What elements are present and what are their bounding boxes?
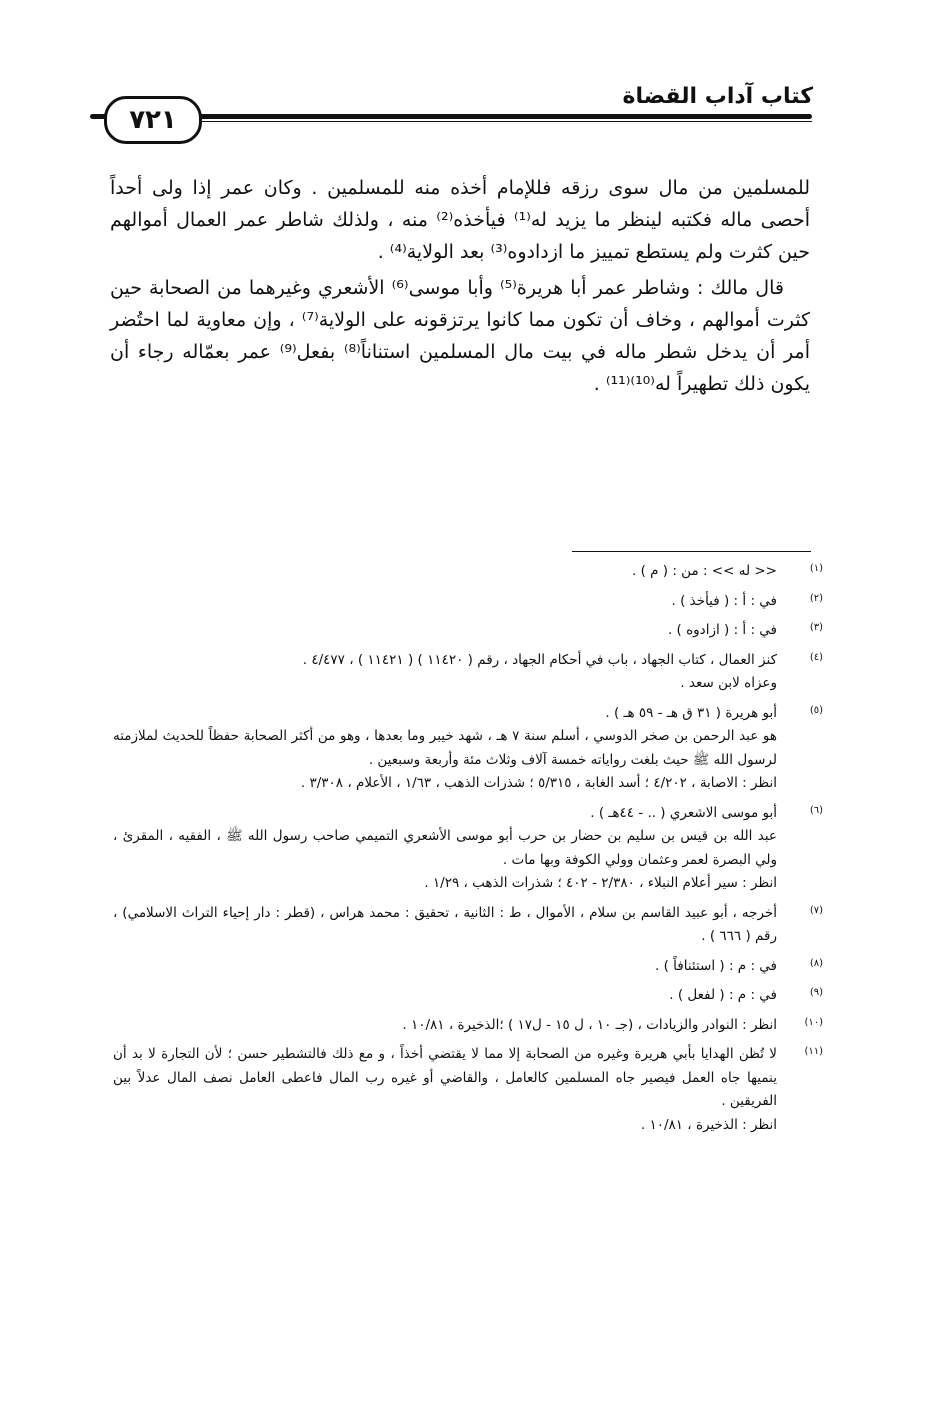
footnote-text: انظر : النوادر والزيادات ، (جـ ١٠ ، ل ١٥ - ل١٧ ) ؛الذخيرة ، ١٠/٨١ .: [402, 1016, 777, 1033]
footnote-number: (٦): [809, 804, 823, 816]
footnote-6: [113, 802, 823, 896]
footnote-number: (٩): [809, 987, 823, 998]
footnote-number: (١١): [804, 1046, 823, 1057]
footnotes: [113, 560, 823, 1143]
footnote-text: في : م : ( استئنافاً ) .: [655, 957, 777, 974]
footnote-separator: [572, 551, 811, 552]
footnote-number: (١): [809, 563, 823, 574]
footnote-4: [113, 649, 823, 696]
footnote-number: (٨): [809, 957, 823, 969]
header-rule-thin: [112, 121, 812, 122]
footnote-text: كنز العمال ، كتاب الجهاد ، باب في أحكام الجهاد ، رقم ( ١١٤٢٠ ) ( ١١٤٢١ ) ، ٤/٤٧٧ .: [302, 651, 777, 668]
footnote-1: [113, 560, 823, 584]
footnote-text: في : م : ( لفعل ) .: [669, 987, 777, 1003]
footnote-number: (٥): [809, 704, 823, 716]
header-rule: [112, 114, 812, 119]
main-text: [110, 172, 810, 400]
footnote-text: انظر : سير أعلام النبلاء ، ٢/٣٨٠ - ٤٠٢ ؛ شذرات الذهب ، ١/٢٩ .: [424, 875, 777, 891]
footnote-number: (٣): [809, 622, 823, 633]
footnote-text: في : أ : ( ازادوه ) .: [667, 622, 777, 638]
footnote-8: [113, 955, 823, 979]
footnote-text: وعزاه لابن سعد .: [680, 675, 777, 691]
footnote-7: [113, 902, 823, 949]
page-number: ٧٢١: [104, 96, 202, 144]
footnote-2: [113, 590, 823, 614]
footnote-9: [113, 984, 823, 1008]
footnote-11: [113, 1043, 823, 1137]
footnote-text: انظر : الاصابة ، ٤/٢٠٢ ؛ أسد الغابة ، ٥/٣١٥ ؛ شذرات الذهب ، ١/٦٣ ، الأعلام ، ٣/٣٠٨ .: [300, 775, 777, 791]
footnote-number: (٧): [809, 904, 823, 916]
body-paragraph-1: للمسلمين من مال سوى رزقه فللإمام أخذه منه للمسلمين . وكان عمر إذا ولى أحداً أحصى ماله فكتبه لينظر ما يزيد له⁽¹⁾ فيأخذه⁽²⁾ منه ، ولذلك شاطر عمر العمال أموالهم حين كثرت ولم يستطع تمييز ما ازدادوه⁽³⁾ بعد الولاية⁽⁴⁾ .: [110, 177, 810, 263]
footnote-text: << له >> : من : ( م ) .: [631, 563, 777, 579]
footnote-number: (٢): [809, 592, 823, 604]
footnote-number: (٤): [809, 651, 823, 663]
footnote-5: [113, 702, 823, 796]
footnote-text: انظر : الذخيرة ، ١٠/٨١ .: [640, 1116, 777, 1133]
footnote-text: أبو هريرة ( ٣١ ق هـ - ٥٩ هـ ) .: [605, 704, 777, 721]
footnote-text: هو عبد الرحمن بن صخر الدوسي ، أسلم سنة ٧ هـ ، شهد خيبر وما بعدها ، وهو من أكثر الصحابة حفظاً للحديث لملازمته لرسول الله ﷺ حيث بلغت رواياته خمسة آلاف وثلاث مئة وأربعة وسبعين .: [113, 728, 777, 768]
footnote-text: عبد الله بن قيس بن سليم بن حضار بن حرب أبو موسى الأشعري التميمي صاحب رسول الله ﷺ ، الفقيه ، المقرئ ، ولي البصرة لعمر وعثمان وولي الكوفة وبها مات .: [113, 828, 777, 868]
footnote-number: (١٠): [804, 1016, 823, 1028]
footnote-10: [113, 1014, 823, 1038]
footnote-text: أبو موسى الاشعري ( .. - ٤٤هـ ) .: [590, 804, 777, 821]
footnote-text: لا تُظن الهدايا بأبي هريرة وغيره من الصحابة إلا مما لا يقتضي أخذاً ، و مع ذلك فالتشطير حسن ؛ لأن التجارة لا بد أن ينميها جاه العمل فيصير جاه المسلمين كالعامل ، والقاضي أو غيره رب المال فاعطى العامل نصف المال عدلاً بين الفريقين .: [113, 1046, 777, 1109]
body-paragraph-2: قال مالك : وشاطر عمر أبا هريرة⁽⁵⁾ وأبا موسى⁽⁶⁾ الأشعري وغيرهما من الصحابة حين كثرت أموالهم ، وخاف أن تكون مما كانوا يرتزقونه على الولاية⁽⁷⁾ ، وإن معاوية لما احتُضر أمر أن يدخل شطر ماله في بيت مال المسلمين استناناً⁽⁸⁾ بفعل⁽⁹⁾ عمر بعمّاله رجاء أن يكون ذلك تطهيراً له⁽¹⁰⁾⁽¹¹⁾ .: [110, 277, 811, 395]
footnote-text: في : أ : ( فيأخذ ) .: [671, 592, 777, 609]
footnote-3: [113, 619, 823, 643]
footnote-text: أخرجه ، أبو عبيد القاسم بن سلام ، الأموال ، ط : الثانية ، تحقيق : محمد هراس ، (قطر : دار إحياء التراث الاسلامي) ، رقم ( ٦٦٦ ) .: [113, 904, 777, 944]
running-header-title: كتاب آداب القضاة: [622, 84, 813, 109]
